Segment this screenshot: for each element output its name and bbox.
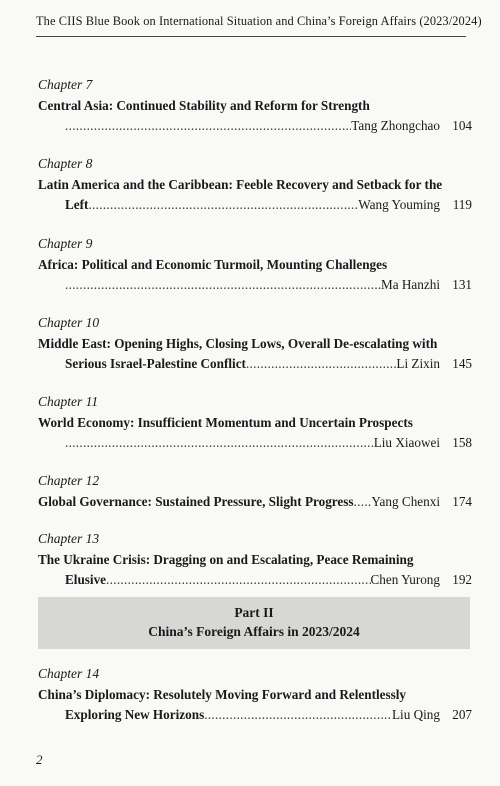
page-number: 104 bbox=[452, 118, 472, 133]
dot-leader bbox=[204, 705, 392, 725]
chapter-label: Chapter 13 bbox=[38, 531, 100, 546]
chapter-title: Latin America and the Caribbean: Feeble Recovery and Setback for the bbox=[38, 177, 443, 192]
chapter-title: World Economy: Insufficient Momentum and Uncertain Prospects bbox=[38, 415, 413, 430]
dot-leader bbox=[65, 433, 374, 453]
toc-leader-row bbox=[38, 275, 472, 295]
dot-leader bbox=[246, 354, 396, 374]
chapter-label: Chapter 10 bbox=[38, 315, 100, 330]
toc-entry-chapter-10 bbox=[38, 314, 472, 374]
toc-entry-chapter-12 bbox=[38, 472, 472, 512]
chapter-title: Middle East: Opening Highs, Closing Lows, Overall De-escalating with bbox=[38, 336, 438, 351]
toc-leader-row bbox=[38, 705, 472, 725]
toc-leader-row bbox=[38, 354, 472, 374]
page-number: 119 bbox=[452, 197, 472, 212]
toc-entry-chapter-14 bbox=[38, 665, 472, 725]
part-heading-box bbox=[38, 597, 470, 649]
page-number: 192 bbox=[452, 572, 472, 587]
page-number: 207 bbox=[452, 707, 472, 722]
chapter-title-continued: Elusive bbox=[65, 572, 107, 587]
chapter-author: Liu Xiaowei bbox=[373, 435, 440, 450]
toc-leader-row bbox=[38, 116, 472, 136]
dot-leader bbox=[65, 275, 381, 295]
toc-entry-chapter-7 bbox=[38, 76, 472, 136]
part-label: Part II bbox=[234, 605, 274, 620]
chapter-author: Ma Hanzhi bbox=[381, 277, 440, 292]
page-number: 145 bbox=[452, 356, 472, 371]
toc-leader-row bbox=[38, 570, 472, 590]
chapter-title-continued: Left bbox=[65, 197, 89, 212]
chapter-author: Li Zixin bbox=[396, 356, 440, 371]
toc-entry-chapter-11 bbox=[38, 393, 472, 453]
chapter-label: Chapter 12 bbox=[38, 473, 100, 488]
chapter-label: Chapter 7 bbox=[38, 77, 93, 92]
toc-leader-row bbox=[38, 433, 472, 453]
chapter-label: Chapter 8 bbox=[38, 156, 93, 171]
running-head: The CIIS Blue Book on International Situation and China’s Foreign Affairs (2023/2024) bbox=[36, 14, 482, 28]
toc-entry-chapter-13 bbox=[38, 530, 472, 590]
dot-leader bbox=[106, 570, 370, 590]
page-number: 174 bbox=[452, 494, 472, 509]
page-number: 131 bbox=[452, 277, 472, 292]
toc-entry-chapter-8 bbox=[38, 155, 472, 215]
toc-entry-chapter-9 bbox=[38, 235, 472, 295]
chapter-label: Chapter 9 bbox=[38, 236, 93, 251]
chapter-label: Chapter 11 bbox=[38, 394, 99, 409]
chapter-title: The Ukraine Crisis: Dragging on and Escalating, Peace Remaining bbox=[38, 552, 414, 567]
chapter-author: Wang Youming bbox=[358, 197, 440, 212]
chapter-author: Yang Chenxi bbox=[371, 494, 440, 509]
page-number: 158 bbox=[452, 435, 472, 450]
chapter-label: Chapter 14 bbox=[38, 666, 100, 681]
chapter-author: Tang Zhongchao bbox=[351, 118, 440, 133]
chapter-title-continued: Exploring New Horizons bbox=[65, 707, 205, 722]
part-title: China’s Foreign Affairs in 2023/2024 bbox=[148, 624, 360, 639]
chapter-title: Africa: Political and Economic Turmoil, Mounting Challenges bbox=[38, 257, 388, 272]
dot-leader bbox=[354, 492, 372, 512]
folio-page-number: 2 bbox=[36, 752, 43, 767]
dot-leader bbox=[88, 195, 358, 215]
chapter-author: Chen Yurong bbox=[370, 572, 440, 587]
toc-leader-row bbox=[38, 492, 472, 512]
chapter-title: China’s Diplomacy: Resolutely Moving Forward and Relentlessly bbox=[38, 687, 407, 702]
toc-leader-row bbox=[38, 195, 472, 215]
chapter-title: Global Governance: Sustained Pressure, Slight Progress bbox=[38, 494, 354, 509]
chapter-title-continued: Serious Israel-Palestine Conflict bbox=[65, 356, 246, 371]
chapter-title: Central Asia: Continued Stability and Reform for Strength bbox=[38, 98, 370, 113]
dot-leader bbox=[65, 116, 351, 136]
chapter-author: Liu Qing bbox=[392, 707, 440, 722]
